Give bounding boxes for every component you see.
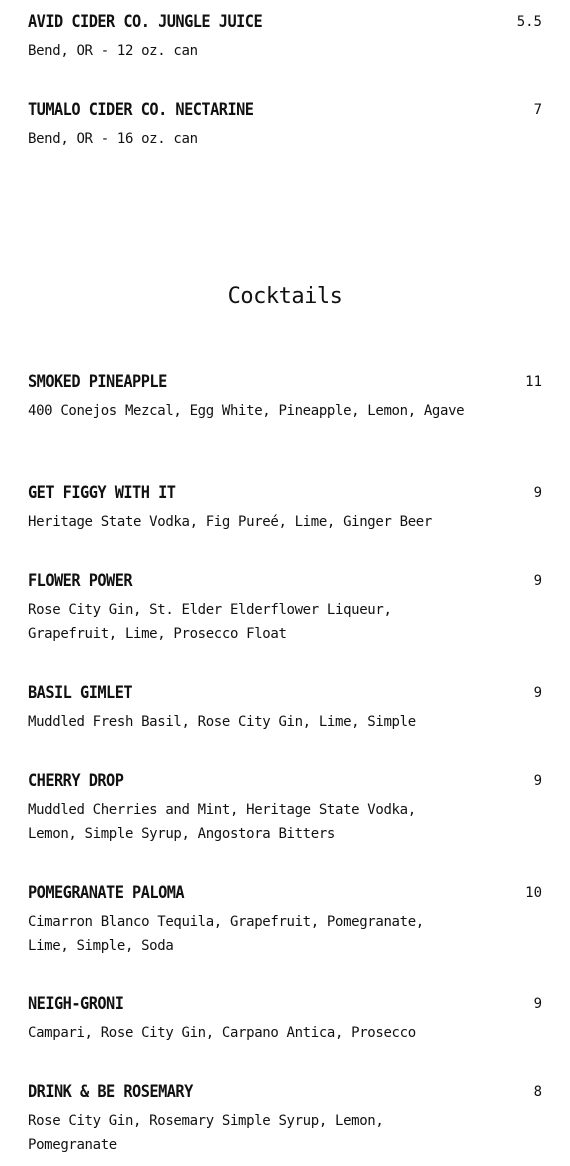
item-description: Rose City Gin, Rosemary Simple Syrup, Lemon, Pomegranate <box>28 1113 384 1153</box>
item-description: Cimarron Blanco Tequila, Grapefruit, Pomegranate, Lime, Simple, Soda <box>28 914 424 954</box>
item-price: 9 <box>533 996 542 1012</box>
item-description: Rose City Gin, St. Elder Elderflower Liqueur, Grapefruit, Lime, Prosecco Float <box>28 602 392 642</box>
item-price: 9 <box>533 485 542 501</box>
menu-item <box>28 769 542 846</box>
section-title: Cocktails <box>227 284 343 309</box>
item-name: GET FIGGY WITH IT <box>28 483 176 503</box>
menu-item <box>28 992 542 1045</box>
item-price: 9 <box>533 573 542 589</box>
item-description: Campari, Rose City Gin, Carpano Antica, Prosecco <box>28 1025 416 1041</box>
menu-item <box>28 10 542 63</box>
item-name: CHERRY DROP <box>28 771 124 791</box>
item-description: Bend, OR - 12 oz. can <box>28 43 198 59</box>
item-price: 10 <box>525 885 542 901</box>
item-name: FLOWER POWER <box>28 571 133 591</box>
item-price: 11 <box>525 374 542 390</box>
menu-item <box>28 98 542 151</box>
item-name: SMOKED PINEAPPLE <box>28 372 167 392</box>
item-description: Muddled Cherries and Mint, Heritage State Vodka, Lemon, Simple Syrup, Angostora Bitters <box>28 802 416 842</box>
item-price: 9 <box>533 685 542 701</box>
item-price: 9 <box>533 773 542 789</box>
menu-item <box>28 569 542 646</box>
item-price: 8 <box>533 1084 542 1100</box>
item-name: POMEGRANATE PALOMA <box>28 883 185 903</box>
item-description: Muddled Fresh Basil, Rose City Gin, Lime, Simple <box>28 714 416 730</box>
item-description: 400 Conejos Mezcal, Egg White, Pineapple, Lemon, Agave <box>28 403 465 419</box>
item-name: BASIL GIMLET <box>28 683 133 703</box>
item-name: DRINK & BE ROSEMARY <box>28 1082 193 1102</box>
item-description: Heritage State Vodka, Fig Pureé, Lime, Ginger Beer <box>28 514 432 530</box>
menu-item <box>28 881 542 958</box>
item-name: NEIGH-GRONI <box>28 994 124 1014</box>
menu-item <box>28 481 542 534</box>
item-description: Bend, OR - 16 oz. can <box>28 131 198 147</box>
item-price: 7 <box>533 102 542 118</box>
item-name: TUMALO CIDER CO. NECTARINE <box>28 100 254 120</box>
menu-item <box>28 370 542 423</box>
menu-item <box>28 1080 542 1157</box>
menu-item <box>28 681 542 734</box>
item-name: AVID CIDER CO. JUNGLE JUICE <box>28 12 263 32</box>
item-price: 5.5 <box>516 14 542 30</box>
